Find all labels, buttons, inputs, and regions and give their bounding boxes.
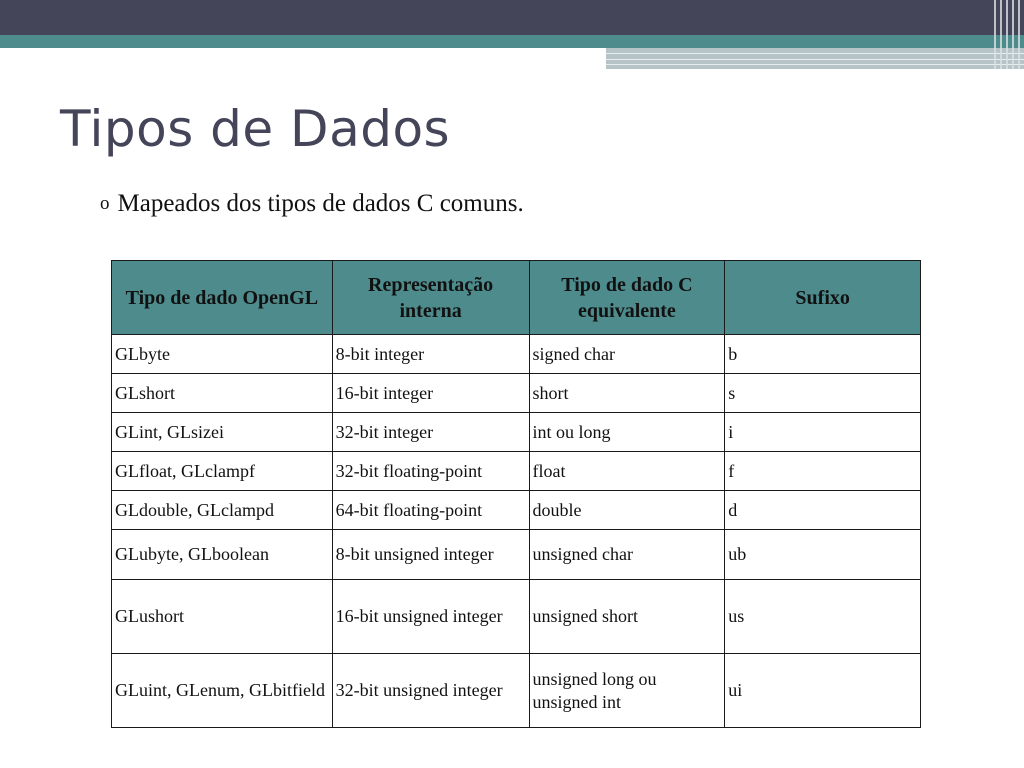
table-cell: 32-bit unsigned integer: [332, 654, 529, 728]
table-cell: GLshort: [112, 374, 333, 413]
table-cell: 16-bit integer: [332, 374, 529, 413]
bullet-marker: o: [100, 193, 110, 214]
table-cell: unsigned long ou unsigned int: [529, 654, 725, 728]
table-cell: us: [725, 580, 921, 654]
bullet-text: Mapeados dos tipos de dados C comuns.: [117, 190, 524, 217]
table-header-row: [112, 261, 921, 335]
table-cell: GLuint, GLenum, GLbitfield: [112, 654, 333, 728]
table-cell: b: [725, 335, 921, 374]
table-cell: int ou long: [529, 413, 725, 452]
table-cell: unsigned char: [529, 530, 725, 580]
table-row: [112, 530, 921, 580]
table-cell: short: [529, 374, 725, 413]
header-bar: [0, 0, 1024, 35]
header-grey-band: [606, 48, 1024, 69]
table-row: [112, 413, 921, 452]
header-cell-suffix: Sufixo: [725, 261, 921, 335]
table-cell: 8-bit unsigned integer: [332, 530, 529, 580]
table-cell: GLint, GLsizei: [112, 413, 333, 452]
table-cell: s: [725, 374, 921, 413]
table-cell: i: [725, 413, 921, 452]
header-cell-internal-representation: Representação interna: [332, 261, 529, 335]
table-cell: unsigned short: [529, 580, 725, 654]
table-cell: ui: [725, 654, 921, 728]
table-cell: GLushort: [112, 580, 333, 654]
table-cell: 32-bit integer: [332, 413, 529, 452]
table-cell: GLfloat, GLclampf: [112, 452, 333, 491]
table-row: [112, 335, 921, 374]
header-cell-opengl-type: Tipo de dado OpenGL: [112, 261, 333, 335]
table-row: [112, 654, 921, 728]
header-cell-c-type: Tipo de dado C equivalente: [529, 261, 725, 335]
table-cell: 16-bit unsigned integer: [332, 580, 529, 654]
table-row: [112, 491, 921, 530]
table-cell: GLubyte, GLboolean: [112, 530, 333, 580]
table-row: [112, 452, 921, 491]
table-cell: 8-bit integer: [332, 335, 529, 374]
table-cell: double: [529, 491, 725, 530]
table-cell: GLbyte: [112, 335, 333, 374]
slide-title: Tipos de Dados: [60, 100, 451, 158]
bullet-item: [100, 190, 524, 218]
table-row: [112, 580, 921, 654]
table-row: [112, 374, 921, 413]
table-cell: ub: [725, 530, 921, 580]
header-accent-band: [0, 35, 1024, 48]
data-types-table: [111, 260, 921, 728]
table-cell: d: [725, 491, 921, 530]
table-cell: f: [725, 452, 921, 491]
table-cell: 64-bit floating-point: [332, 491, 529, 530]
table-cell: signed char: [529, 335, 725, 374]
header-stripes: [990, 0, 1024, 69]
table-cell: 32-bit floating-point: [332, 452, 529, 491]
table-cell: float: [529, 452, 725, 491]
table-cell: GLdouble, GLclampd: [112, 491, 333, 530]
